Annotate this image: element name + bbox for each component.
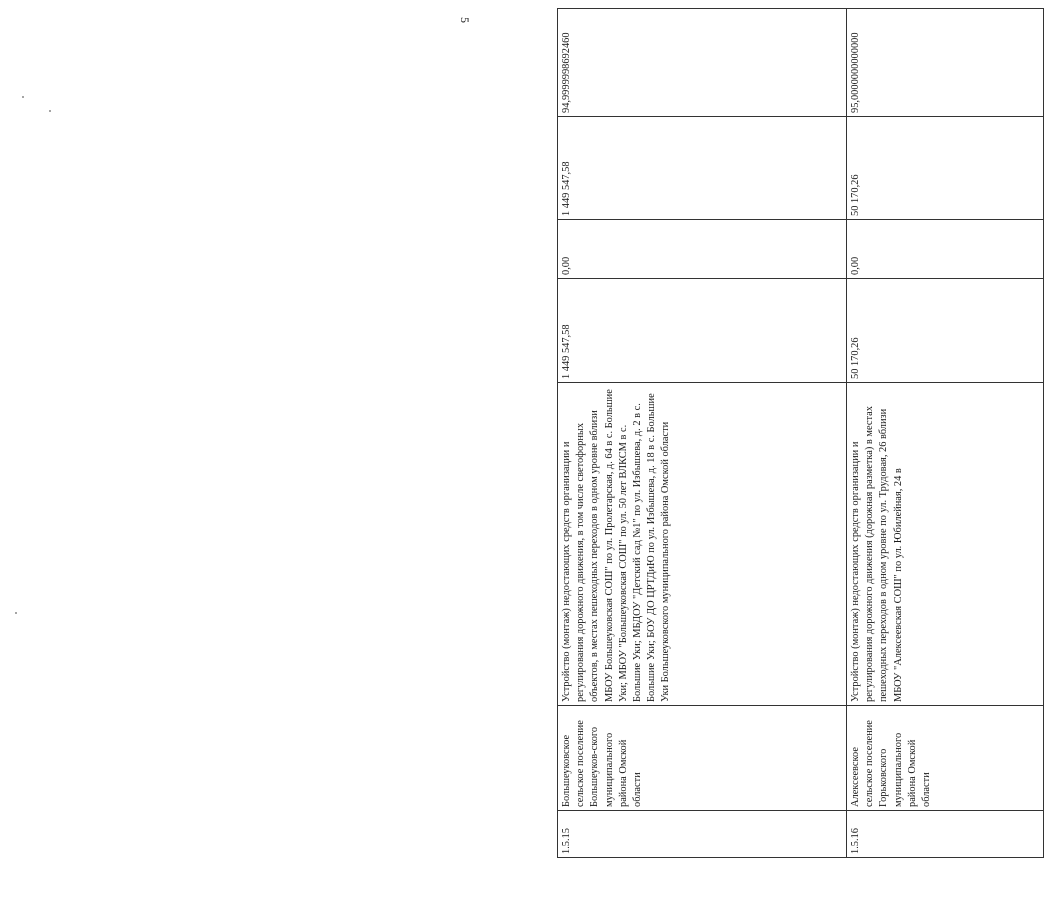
- municipality-cell: Большеуковское сельское поселение Большеуков-ского муниципального района Омской области: [558, 706, 847, 811]
- scan-speck: [15, 612, 17, 614]
- description-cell: Устройство (монтаж) недостающих средств организации и регулирования дорожного движения (дорожная разметка) в местах пешеходных переходов в одном уровне по ул. Трудовая, 26 вблизи МБОУ "Алексеевская СОШ" по ул. Юбилейная, 24 в: [847, 383, 1044, 706]
- amount-zero-cell: 0,00: [558, 220, 847, 279]
- amount-subsidy-cell: 50 170,26: [847, 117, 1044, 220]
- amount-zero-cell: 0,00: [847, 220, 1044, 279]
- table-row: [847, 9, 1044, 858]
- measures-table: [557, 8, 1044, 858]
- table-row: [558, 9, 847, 858]
- row-number-cell: 1.5.15: [558, 811, 847, 858]
- amount-total-cell: 50 170,26: [847, 279, 1044, 383]
- description-cell: Устройство (монтаж) недостающих средств организации и регулирования дорожного движения, в том числе светофорных объектов, в местах пешеходных переходов в одном уровне вблизи МБОУ Большеуковская СОШ" по ул. Пролетарская, д. 64 в с. Большие Уки; МБОУ "Большеуковская СОШ" по ул. 50 лет ВЛКСМ в с. Большие Уки; МБДОУ "Детский сад №1" по ул. Избышева, д. 2 в с. Большие Уки; БОУ ДО ЦРТДиЮ по ул. Избышева, д. 18 в с. Большие Уки Большеуковского муниципального района Омской области: [558, 383, 847, 706]
- amount-subsidy-cell: 1 449 547,58: [558, 117, 847, 220]
- municipality-cell: Алексеевское сельское поселение Горьковского муниципального района Омской области: [847, 706, 1044, 811]
- rotated-table-container: [557, 32, 1052, 858]
- page-number: 5: [458, 17, 472, 23]
- amount-total-cell: 1 449 547,58: [558, 279, 847, 383]
- scan-speck: [22, 96, 24, 98]
- row-number-cell: 1.5.16: [847, 811, 1044, 858]
- percent-cell: 94,9999998692460: [558, 9, 847, 117]
- percent-cell: 95,0000000000000: [847, 9, 1044, 117]
- scan-speck: [49, 110, 51, 112]
